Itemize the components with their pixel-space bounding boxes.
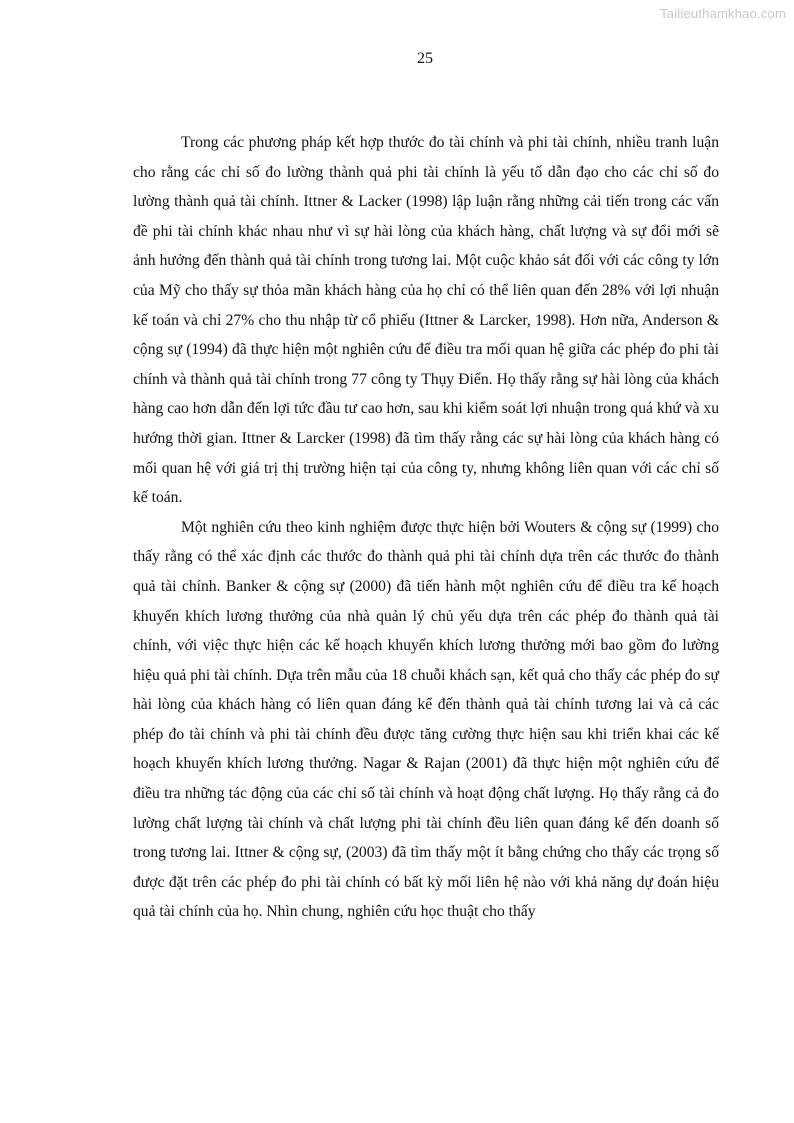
- page-number: 25: [417, 50, 433, 67]
- watermark: Tailieuthamkhao.com: [660, 6, 786, 21]
- paragraph-1: Trong các phương pháp kết hợp thước đo tài chính và phi tài chính, nhiều tranh luận cho rằng các chỉ số đo lường thành quả phi tài chính là yếu tố dẫn đạo cho các chỉ số đo lường thành quả tài chính. Ittner & Lacker (1998) lập luận rằng những cải tiến trong các vấn đề phi tài chính khác nhau như vì sự hài lòng của khách hàng, chất lượng và sự đổi mới sẽ ảnh hưởng đến thành quả tài chính trong tương lai. Một cuộc khảo sát đối với các công ty lớn của Mỹ cho thấy sự thỏa mãn khách hàng của họ chỉ có thể liên quan đến 28% với lợi nhuận kế toán và chỉ 27% cho thu nhập từ cổ phiếu (Ittner & Larcker, 1998). Hơn nữa, Anderson & cộng sự (1994) đã thực hiện một nghiên cứu để điều tra mối quan hệ giữa các phép đo phi tài chính và thành quả tài chính trong 77 công ty Thụy Điển. Họ thấy rằng sự hài lòng của khách hàng cao hơn dẫn đến lợi tức đầu tư cao hơn, sau khi kiểm soát lợi nhuận trong quá khứ và xu hướng thời gian. Ittner & Larcker (1998) đã tìm thấy rằng các sự hài lòng của khách hàng có mối quan hệ với giá trị thị trường hiện tại của công ty, nhưng không liên quan với các chỉ số kế toán.: [133, 134, 719, 507]
- document-body: [133, 128, 719, 927]
- paragraph-2: Một nghiên cứu theo kinh nghiệm được thực hiện bởi Wouters & cộng sự (1999) cho thấy rằng có thể xác định các thước đo thành quả phi tài chính dựa trên các thước đo thành quả tài chính. Banker & cộng sự (2000) đã tiến hành một nghiên cứu để điều tra kế hoạch khuyến khích lương thưởng của nhà quản lý chủ yếu dựa trên các phép đo thành quả tài chính, với việc thực hiện các kế hoạch khuyến khích lương thưởng mới bao gồm đo lường hiệu quả phi tài chính. Dựa trên mẫu của 18 chuỗi khách sạn, kết quả cho thấy các phép đo sự hài lòng của khách hàng có liên quan đáng kể đến thành quả tài chính tương lai và cả các phép đo tài chính và phi tài chính đều được tăng cường thực hiện sau khi triển khai các kế hoạch khuyến khích lương thưởng. Nagar & Rajan (2001) đã thực hiện một nghiên cứu để điều tra những tác động của các chỉ số tài chính và hoạt động chất lượng. Họ thấy rằng cả đo lường chất lượng tài chính và chất lượng phi tài chính đều liên quan đáng kể đến doanh số trong tương lai. Ittner & cộng sự, (2003) đã tìm thấy một ít bằng chứng cho thấy các trọng số được đặt trên các phép đo phi tài chính có bất kỳ mối liên hệ nào với khả năng dự đoán hiệu quả tài chính của họ. Nhìn chung, nghiên cứu học thuật cho thấy: [133, 518, 719, 921]
